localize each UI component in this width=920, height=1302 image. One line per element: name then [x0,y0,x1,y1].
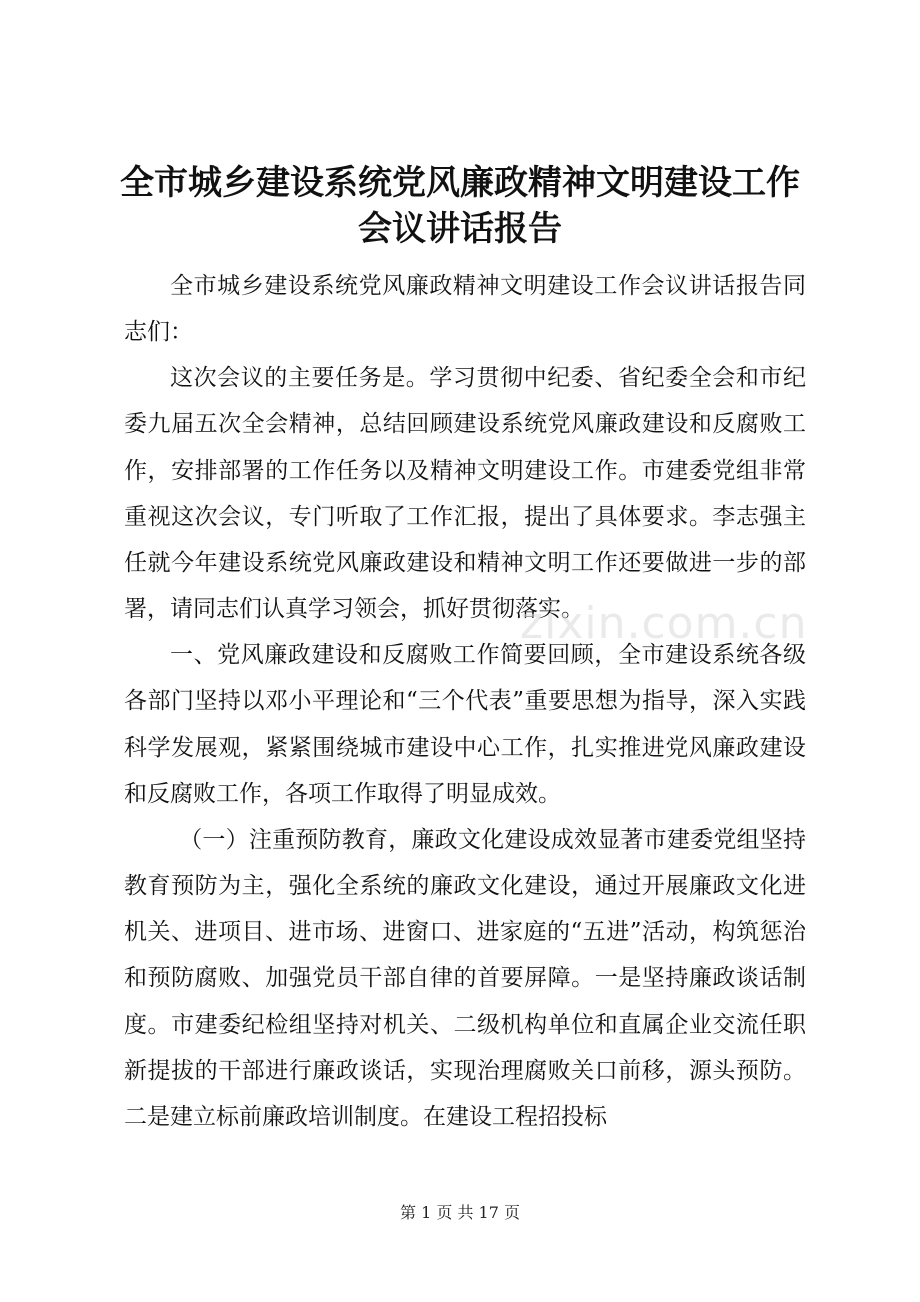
watermark: zixin.com.cn [520,598,808,649]
document-title [110,160,810,252]
paragraph-main-task: 这次会议的主要任务是。学习贯彻中纪委、省纪委全会和市纪委九届五次全会精神，总结回顾建设系统党风廉政建设和反腐败工作，安排部署的工作任务以及精神文明建设工作。市建委党组非常重视这次会议，专门听取了工作汇报，提出了具体要求。李志强主任就今年建设系统党风廉政建设和精神文明工作还要做进一步的部署，请同志们认真学习领会，抓好贯彻落实。 [124,365,806,623]
title-line-2: 会议讲话报告 [358,209,562,249]
page-footer: 第 1 页 共 17 页 [400,1203,520,1222]
paragraph-section-one: 一、党风廉政建设和反腐败工作简要回顾，全市建设系统各级各部门坚持以邓小平理论和“三个代表”重要思想为指导，深入实践科学发展观，紧紧围绕城市建设中心工作，扎实推进党风廉政建设和反腐败工作，各项工作取得了明显成效。 [124,642,806,807]
paragraph-subsection-one: （一）注重预防教育，廉政文化建设成效显著市建委党组坚持教育预防为主，强化全系统的廉政文化建设，通过开展廉政文化进机关、进项目、进市场、进窗口、进家庭的“五进”活动，构筑惩治和预防腐败、加强党员干部自律的首要屏障。一是坚持廉政谈话制度。市建委纪检组坚持对机关、二级机构单位和直属企业交流任职新提拔的干部进行廉政谈话，实现治理腐败关口前移，源头预防。二是建立标前廉政培训制度。在建设工程招投标 [124,826,806,1130]
title-line-1: 全市城乡建设系统党风廉政精神文明建设工作 [120,163,800,203]
document-body [124,263,806,1140]
paragraph-intro: 全市城乡建设系统党风廉政精神文明建设工作会议讲话报告同志们： [124,273,806,346]
